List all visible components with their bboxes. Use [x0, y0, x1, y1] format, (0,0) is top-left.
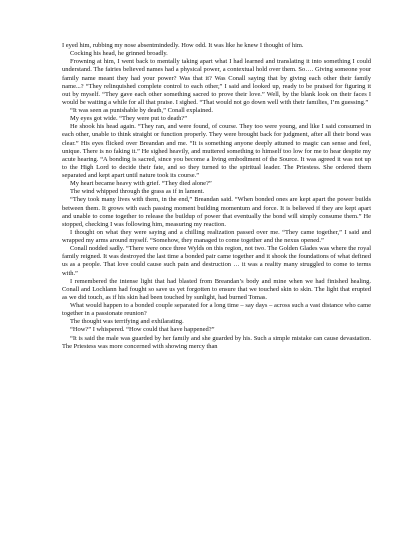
paragraph: Conall nodded sadly. “There were once three Wylds on this region, not two. The Golden Glades was where the royal family reigned. It was destroyed the last time a bonded pair came together and it shook the foundations of what defined us as a people. That love could cause such pain and destruction … it was a reality many struggled to come to terms with.” — [62, 245, 371, 277]
paragraph: The wind whipped through the grass as if in lament. — [70, 188, 205, 196]
paragraph: I thought on what they were saying and a chilling realization passed over me. “They came together,” I said and wrapped my arms around myself. “Somehow, they managed to come together and the nexus opened.” — [62, 228, 371, 244]
paragraph: He shook his head again. “They ran, and were found, of course. They too were young, and like I said consumed in each other, unable to think straight or function properly. They were brought back for judgment, after all their bond was clear.” His eyes flicked over Breandan and me. “It is something anyone deeply attuned to magic can sense and feel, unique. There is no faking it.” He sighed heavily, and muttered something to himself too low for me to hear despite my acute hearing. “A bonding is sacred, since you become a living embodiment of the Source. It was agreed it was not up to the High Lord to decide their fate, and so they turned to the spiritual leader. The Priestess. She ordered them separated and kept apart until nature took its course.” — [62, 123, 371, 179]
paragraph: My eyes got wide. “They were put to death?” — [70, 115, 188, 123]
paragraph: I remembered the intense light that had blasted from Breandan’s body and mine when we had finished healing. Conall and Lochlann had fought so save us yet forgotten to ensure that we touched skin to skin. The light that erupted as we did touch, as if his skin had been touched by sunlight, had burned Tomas. — [62, 277, 371, 301]
paragraph: Cocking his head, he grinned broadly. — [70, 50, 168, 58]
paragraph: I eyed him, rubbing my nose absentmindedly. How odd. It was like he knew I thought of him. — [62, 42, 304, 49]
paragraph: The thought was terrifying and exhilarating. — [70, 318, 184, 326]
paragraph: Frowning at him, I went back to mentally taking apart what I had learned and translating it into something I could understand. The fairies believed names had a physical power, a contextual hold over them. So…. Giving someone your family name meant they had your power? Was that it? Was Conall saying that by giving each other their family name...? “They relinquished complete control to each other,” I said and looked up, ready to be praised for figuring it out by myself. “They gave each other something sacred to prove their love.” Well, by the blank look on their faces I would be waiting a while for all that praise. I sighed. “That would not go down well with their families, I’m guessing.” — [62, 58, 371, 106]
paragraph: “How?” I whispered. “How could that have happened?” — [70, 326, 215, 334]
paragraph: “It is said the male was guarded by her family and she guarded by his. Such a simple mistake can cause devastation. The Priestess was more concerned with showing mercy than — [62, 334, 371, 350]
paragraph: What would happen to a bonded couple separated for a long time – say days – across such a vast distance who came together in a passionate reunion? — [62, 302, 371, 318]
paragraph: “They took many lives with them, in the end,” Breandan said. “When bonded ones are kept apart the power builds between them. It grows with each passing moment building momentum and force. It is believed if they are kept apart and unable to come together to release the buildup of power that eventually the bond will simply consume them.” He stopped, checking I was following him, measuring my reaction. — [62, 196, 371, 228]
paragraph: My heart became heavy with grief. “They died alone?” — [70, 180, 212, 188]
paragraph: “It was seen as punishable by death,” Conall explained. — [70, 107, 214, 114]
